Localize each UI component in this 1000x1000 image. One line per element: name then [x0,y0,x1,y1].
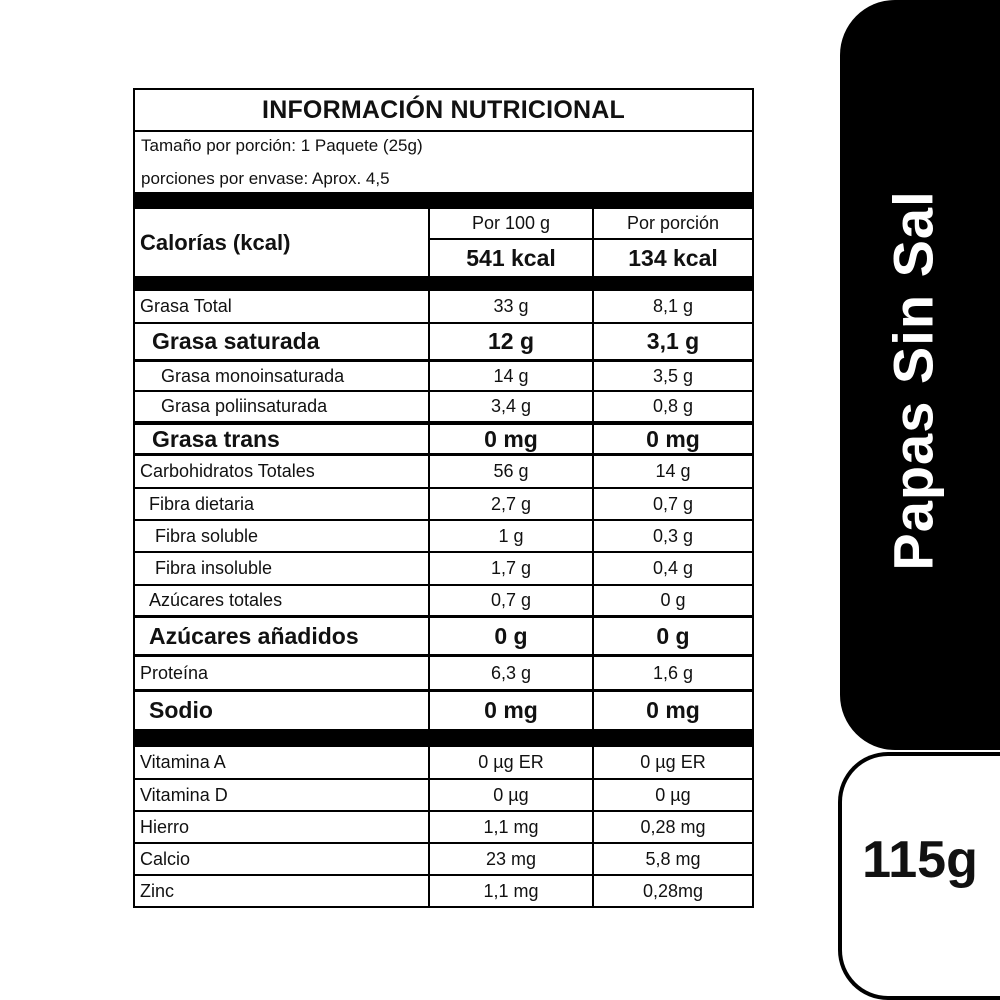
nutrient-per-portion: 3,1 g [646,328,700,354]
nutrient-per-portion: 0,3 g [652,525,694,546]
nutrient-per-100g: 0 mg [430,692,594,729]
nutrient-row [135,692,752,729]
nutrient-per-portion: 1,6 g [652,662,694,683]
divider-bar [135,192,752,209]
nutrient-per-100g: 14 g [430,362,594,390]
divider-bar [135,276,752,291]
nutrient-label: Azúcares totales [135,586,430,615]
nutrient-label: Fibra soluble [135,521,430,551]
calories-per-portion: 134 kcal [628,244,718,271]
nutrient-per-portion: 0,7 g [652,493,694,514]
product-name: Papas Sin Sal [881,189,945,571]
per-portion-header: Por porción [594,209,752,240]
nutrient-row [135,553,752,586]
nutrient-per-portion: 0 mg [646,425,700,452]
nutrient-per-portion: 0,28mg [642,880,704,901]
mineral-row [135,812,752,844]
calories-per-100g: 541 kcal [466,244,556,271]
nutrient-label: Proteína [135,657,430,689]
nutrient-per-100g: 33 g [430,291,594,322]
nutrient-per-100g: 1,7 g [430,553,594,584]
nutrient-label: Grasa monoinsaturada [135,362,430,390]
nutrient-label: Vitamina D [135,780,430,810]
calories-label: Calorías (kcal) [135,209,430,276]
nutrient-per-100g: 12 g [430,324,594,359]
nutrient-row [135,489,752,521]
per-100g-header: Por 100 g [430,209,592,240]
nutrient-row [135,618,752,657]
nutrient-label: Grasa saturada [135,324,430,359]
nutrient-per-portion: 0 g [660,590,686,610]
serving-size: Tamaño por porción: 1 Paquete (25g) [141,136,423,155]
panel-title: INFORMACIÓN NUTRICIONAL [135,90,752,132]
nutrient-per-100g: 0,7 g [430,586,594,615]
nutrient-label: Hierro [135,812,430,842]
nutrient-label: Zinc [135,876,430,906]
nutrient-row [135,362,752,392]
nutrient-label: Carbohidratos Totales [135,456,430,487]
nutrient-row [135,425,752,456]
nutrient-per-100g: 6,3 g [430,657,594,689]
per-100g-column [430,209,594,276]
nutrient-row [135,521,752,553]
calories-block [135,209,752,276]
mineral-row [135,876,752,906]
nutrition-facts-panel [133,88,754,908]
nutrient-per-100g: 0 µg ER [430,747,594,778]
per-portion-column [594,209,752,276]
vitamin-row [135,780,752,812]
nutrient-per-portion: 0 mg [646,697,700,723]
net-weight: 115g [862,831,978,889]
nutrient-row [135,392,752,421]
nutrient-per-100g: 3,4 g [430,392,594,421]
nutrient-label: Grasa trans [135,425,430,453]
nutrient-per-portion: 0,28 mg [640,816,706,837]
servings-per-container: porciones por envase: Aprox. 4,5 [141,169,390,188]
nutrient-row [135,657,752,692]
nutrient-label: Calcio [135,844,430,874]
nutrient-label: Sodio [135,692,430,729]
nutrient-per-100g: 56 g [430,456,594,487]
nutrient-label: Fibra dietaria [135,489,430,519]
nutrient-per-100g: 0 mg [430,425,594,453]
nutrient-per-100g: 1,1 mg [430,812,594,842]
nutrient-label: Grasa Total [135,291,430,322]
nutrient-per-portion: 0,8 g [652,396,694,416]
nutrient-label: Grasa poliinsaturada [135,392,430,421]
nutrient-per-portion: 5,8 mg [645,848,701,869]
mineral-row [135,844,752,876]
nutrient-per-portion: 3,5 g [652,365,694,386]
nutrient-per-100g: 2,7 g [430,489,594,519]
divider-bar [135,729,752,747]
nutrient-per-portion: 0 µg [655,784,691,805]
nutrient-row [135,586,752,618]
nutrient-per-100g: 23 mg [430,844,594,874]
nutrient-per-portion: 0 µg ER [640,752,706,772]
nutrient-label: Azúcares añadidos [135,618,430,654]
nutrient-per-portion: 0,4 g [652,558,694,578]
nutrient-row [135,324,752,362]
vitamin-row [135,747,752,780]
nutrient-per-100g: 1 g [430,521,594,551]
nutrient-per-portion: 0 g [656,622,690,649]
nutrient-label: Vitamina A [135,747,430,778]
nutrient-per-100g: 1,1 mg [430,876,594,906]
nutrient-row [135,291,752,324]
nutrient-label: Fibra insoluble [135,553,430,584]
nutrient-per-portion: 8,1 g [652,296,694,316]
nutrient-per-100g: 0 g [430,618,594,654]
nutrient-row [135,456,752,489]
product-name-container [843,180,983,580]
nutrient-per-portion: 14 g [655,461,691,481]
nutrient-per-100g: 0 µg [430,780,594,810]
